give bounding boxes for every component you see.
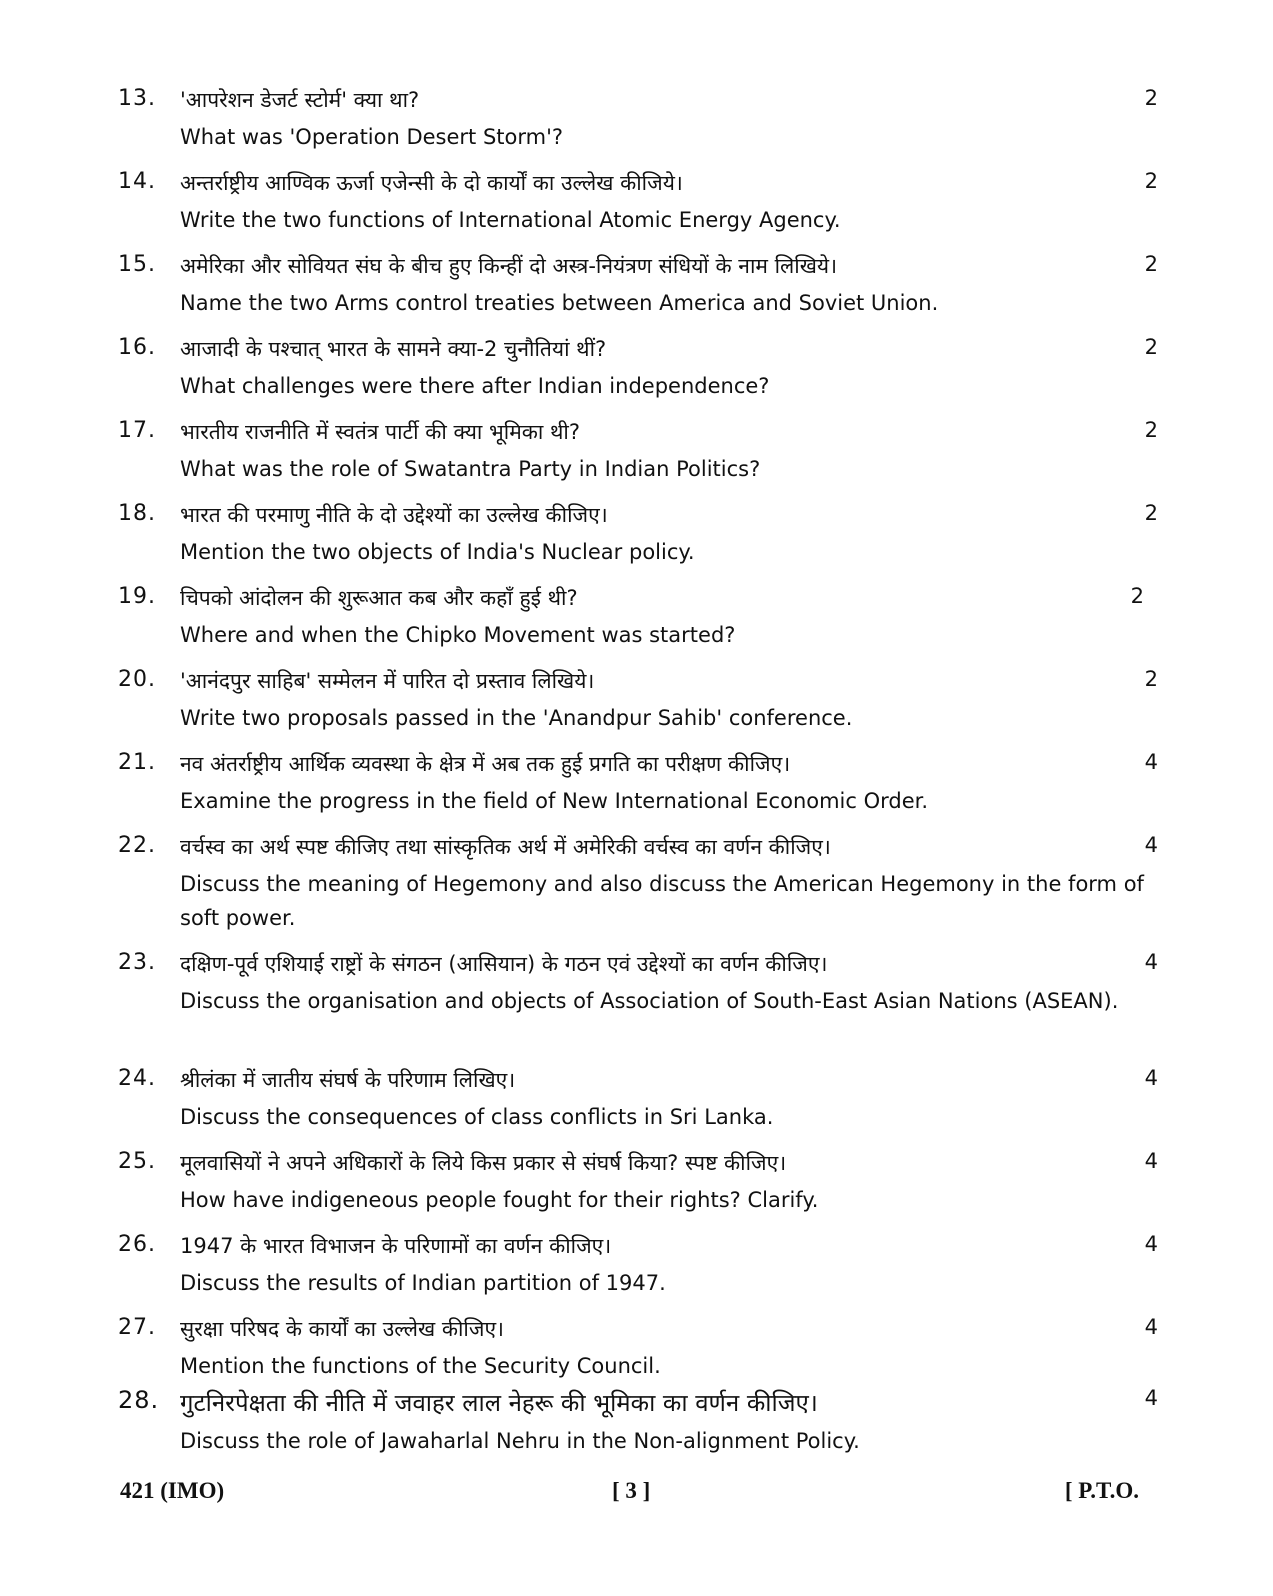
question-english: Name the two Arms control treaties between America and Soviet Union. xyxy=(180,291,939,315)
question-english: Where and when the Chipko Movement was started? xyxy=(180,623,736,647)
question-marks: 4 xyxy=(1144,1149,1158,1173)
question-english: Discuss the results of Indian partition of 1947. xyxy=(180,1271,666,1295)
question-marks: 4 xyxy=(1144,1066,1158,1090)
question-english: Discuss the role of Jawaharlal Nehru in the Non-alignment Policy. xyxy=(180,1429,860,1453)
question-hindi: नव अंतर्राष्ट्रीय आर्थिक व्यवस्था के क्षेत्र में अब तक हुई प्रगति का परीक्षण कीजिए। xyxy=(180,752,791,776)
question-number: 18. xyxy=(118,501,156,526)
question-number: 16. xyxy=(118,335,156,360)
question-marks: 4 xyxy=(1144,1386,1158,1410)
question-number: 20. xyxy=(118,667,156,692)
question-english: What challenges were there after Indian independence? xyxy=(180,374,770,398)
question-hindi: मूलवासियों ने अपने अधिकारों के लिये किस प्रकार से संघर्ष किया? स्पष्ट कीजिए। xyxy=(180,1151,787,1175)
question-number: 19. xyxy=(118,584,156,609)
question-number: 23. xyxy=(118,950,156,975)
question-english: Examine the progress in the field of New International Economic Order. xyxy=(180,789,929,813)
question-marks: 2 xyxy=(1144,418,1158,442)
question-hindi: गुटनिरपेक्षता की नीति में जवाहर लाल नेहरू की भूमिका का वर्णन कीजिए। xyxy=(180,1389,818,1417)
question-hindi: दक्षिण-पूर्व एशियाई राष्ट्रों के संगठन (आसियान) के गठन एवं उद्देश्यों का वर्णन कीजिए। xyxy=(180,952,828,976)
question-number: 25. xyxy=(118,1149,156,1174)
question-number: 13. xyxy=(118,86,156,111)
question-marks: 4 xyxy=(1144,833,1158,857)
question-hindi: आजादी के पश्चात् भारत के सामने क्या-2 चुनौतियां थीं? xyxy=(180,337,607,361)
question-hindi: 'आनंदपुर साहिब' सम्मेलन में पारित दो प्रस्ताव लिखिये। xyxy=(180,669,595,693)
question-hindi: भारत की परमाणु नीति के दो उद्देश्यों का उल्लेख कीजिए। xyxy=(180,503,608,527)
please-turn-over: [ P.T.O. xyxy=(1064,1478,1139,1503)
question-number: 22. xyxy=(118,833,156,858)
question-number: 26. xyxy=(118,1232,156,1257)
question-marks: 2 xyxy=(1144,169,1158,193)
question-hindi: सुरक्षा परिषद के कार्यों का उल्लेख कीजिए। xyxy=(180,1317,505,1341)
question-hindi: श्रीलंका में जातीय संघर्ष के परिणाम लिखिए। xyxy=(180,1068,516,1092)
question-english: Mention the functions of the Security Council. xyxy=(180,1354,661,1378)
question-number: 28. xyxy=(118,1386,160,1414)
question-number: 27. xyxy=(118,1315,156,1340)
question-marks: 2 xyxy=(1130,584,1144,608)
question-english: What was 'Operation Desert Storm'? xyxy=(180,125,564,149)
paper-code: 421 (IMO) xyxy=(120,1478,225,1503)
question-english: Write two proposals passed in the 'Anandpur Sahib' conference. xyxy=(180,706,853,730)
question-english: How have indigeneous people fought for their rights? Clarify. xyxy=(180,1188,819,1212)
question-marks: 2 xyxy=(1144,667,1158,691)
question-number: 15. xyxy=(118,252,156,277)
question-english: Discuss the meaning of Hegemony and also discuss the American Hegemony in the form of soft power. xyxy=(180,872,1144,930)
question-english: Mention the two objects of India's Nuclear policy. xyxy=(180,540,695,564)
question-number: 17. xyxy=(118,418,156,443)
question-marks: 4 xyxy=(1144,750,1158,774)
question-hindi: अन्तर्राष्ट्रीय आण्विक ऊर्जा एजेन्सी के दो कार्यों का उल्लेख कीजिये। xyxy=(180,171,683,195)
question-english: Discuss the consequences of class conflicts in Sri Lanka. xyxy=(180,1105,774,1129)
question-hindi: भारतीय राजनीति में स्वतंत्र पार्टी की क्या भूमिका थी? xyxy=(180,420,581,444)
question-marks: 4 xyxy=(1144,1232,1158,1256)
question-marks: 2 xyxy=(1144,252,1158,276)
question-number: 14. xyxy=(118,169,156,194)
question-hindi: चिपको आंदोलन की शुरूआत कब और कहाँ हुई थी? xyxy=(180,586,578,610)
question-number: 21. xyxy=(118,750,156,775)
question-hindi: वर्चस्व का अर्थ स्पष्ट कीजिए तथा सांस्कृतिक अर्थ में अमेरिकी वर्चस्व का वर्णन कीजिए। xyxy=(180,835,831,859)
question-marks: 2 xyxy=(1144,86,1158,110)
question-hindi: अमेरिका और सोवियत संघ के बीच हुए किन्हीं दो अस्त्र-नियंत्रण संधियों के नाम लिखिये। xyxy=(180,254,838,278)
question-hindi: 'आपरेशन डेजर्ट स्टोर्म' क्या था? xyxy=(180,88,420,112)
question-hindi: 1947 के भारत विभाजन के परिणामों का वर्णन कीजिए। xyxy=(180,1234,612,1258)
question-english: Write the two functions of International Atomic Energy Agency. xyxy=(180,208,841,232)
question-english: Discuss the organisation and objects of Association of South-East Asian Nations (ASEAN). xyxy=(180,989,1119,1013)
question-english: What was the role of Swatantra Party in Indian Politics? xyxy=(180,457,761,481)
page-number: [ 3 ] xyxy=(612,1478,651,1503)
question-marks: 2 xyxy=(1144,501,1158,525)
question-marks: 2 xyxy=(1144,335,1158,359)
question-number: 24. xyxy=(118,1066,156,1091)
question-marks: 4 xyxy=(1144,1315,1158,1339)
question-marks: 4 xyxy=(1144,950,1158,974)
